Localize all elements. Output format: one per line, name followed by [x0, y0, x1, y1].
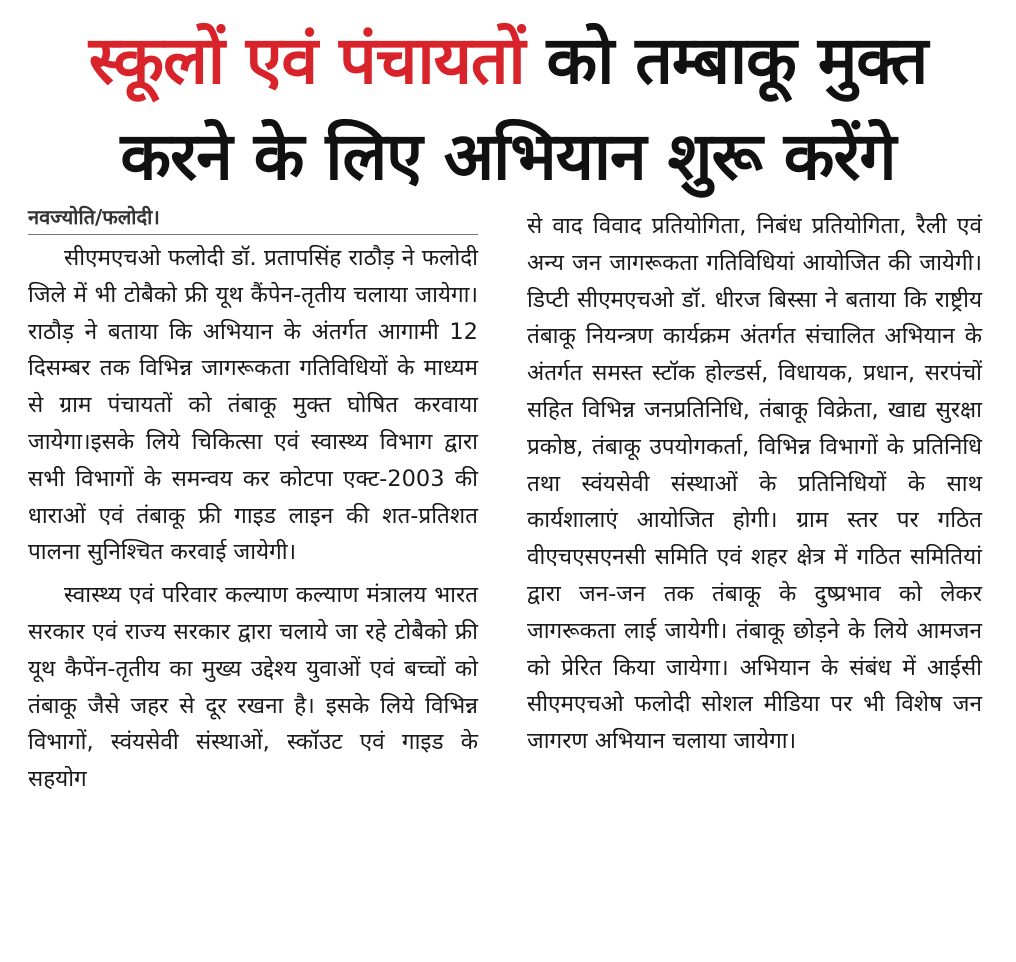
article-column-right [527, 208, 982, 760]
article-paragraph-3: से वाद विवाद प्रतियोगिता, निबंध प्रतियोगिता, रैली एवं अन्य जन जागरूकता गतिविधियां आयोजित की जायेगी। डिप्टी सीएमएचओ डॉ. धीरज बिस्सा ने बताया कि राष्ट्रीय तंबाकू नियन्त्रण कार्यक्रम अंतर्गत संचालित अभियान के अंतर्गत समस्त स्टॉक होल्डर्स, विधायक, प्रधान, सरपंचों सहित विभिन्न जनप्रतिनिधि, तंबाकू विक्रेता, खाद्य सुरक्षा प्रकोष्ठ, तंबाकू उपयोगकर्ता, विभिन्न विभागों के प्रतिनिधि तथा स्वंयसेवी संस्थाओं के प्रतिनिधियों के साथ कार्यशालाएं आयोजित होगी। ग्राम स्तर पर गठित वीएचएसएनसी समिति एवं शहर क्षेत्र में गठित समितियां द्वारा जन-जन तक तंबाकू के दुष्प्रभाव को लेकर जागरूकता लाई जायेगी। तंबाकू छोड़ने के लिये आमजन को प्रेरित किया जायेगा। अभियान के संबंध में आईसी सीएमएचओ फलोदी सोशल मीडिया पर भी विशेष जन जागरण अभियान चलाया जायेगा। [527, 213, 982, 755]
headline-red-part: स्कूलों एवं पंचायतों [88, 22, 525, 99]
headline-line-2: करने के लिए अभियान शुरू करेंगे [120, 118, 896, 195]
headline-black-part: को तम्बाकू मुक्त [524, 22, 928, 99]
headline-line-1 [0, 22, 1016, 100]
article-column-left [28, 240, 478, 798]
dateline: नवज्योति/फलोदी। [28, 202, 478, 235]
article-paragraph-2: स्वास्थ्य एवं परिवार कल्याण कल्याण मंत्रालय भारत सरकार एवं राज्य सरकार द्वारा चलाये जा रहे टोबैको फ्री यूथ कैपेंन-तृतीय का मुख्य उद्देश्य युवाओं एवं बच्चों को तंबाकू जैसे जहर से दूर रखना है। इसके लिये विभिन्न विभागों, स्वंयसेवी संस्थाओं, स्कॉउट एवं गाइड के सहयोग [28, 582, 478, 793]
article-paragraph-1: सीएमएचओ फलोदी डॉ. प्रतापसिंह राठौड़ ने फलोदी जिले में भी टोबैको फ्री यूथ कैंपेन-तृतीय चलाया जायेगा। राठौड़ ने बताया कि अभियान के अंतर्गत आगामी 12 दिसम्बर तक विभिन्न जागरूकता गतिविधियों के माध्यम से ग्राम पंचायतों को तंबाकू मुक्त घोषित करवाया जायेगा।इसके लिये चिकित्सा एवं स्वास्थ्य विभाग द्वारा सभी विभागों के समन्वय कर कोटपा एक्ट-2003 की धाराओं एवं तंबाकू फ्री गाइड लाइन की शत-प्रतिशत पालना सुनिश्चित करवाई जायेगी। [28, 245, 478, 566]
